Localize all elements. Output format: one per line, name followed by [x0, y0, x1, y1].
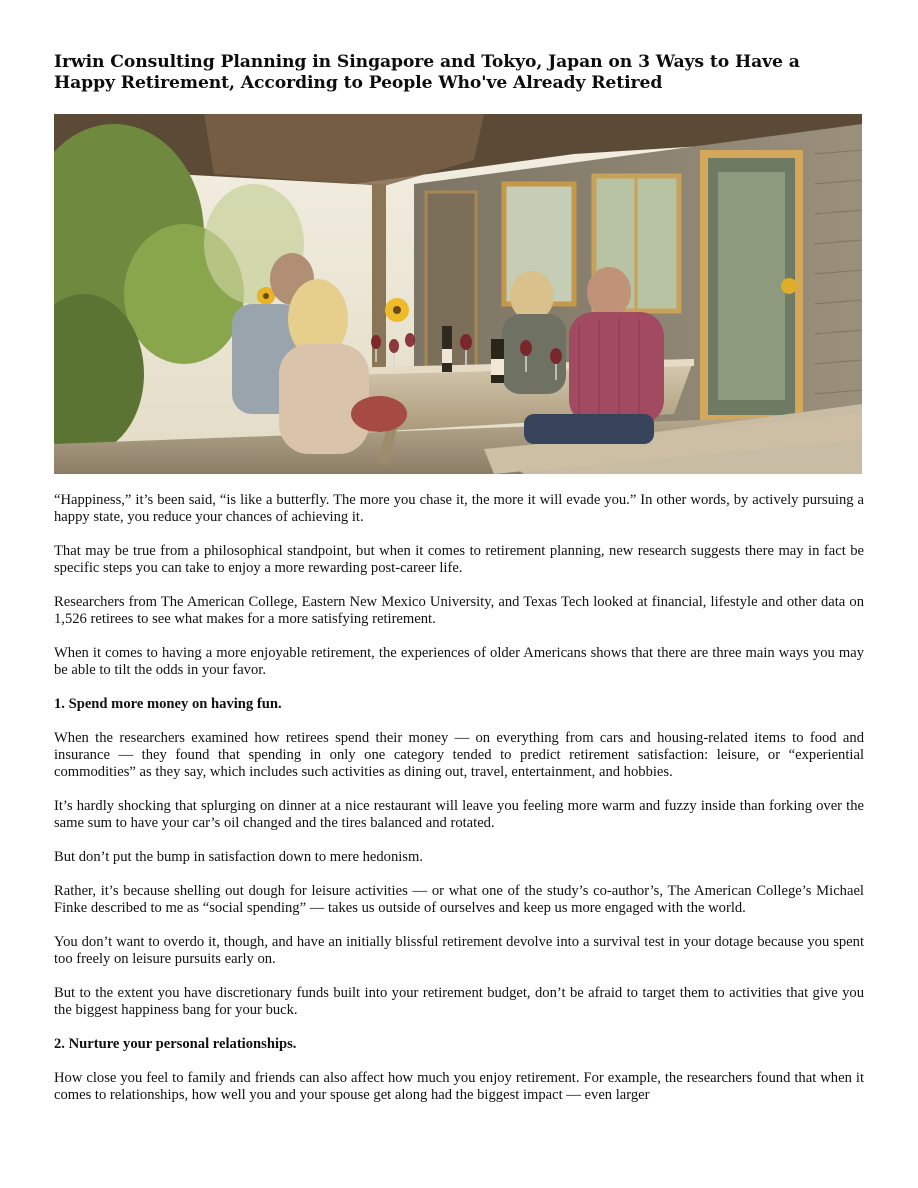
paragraph: That may be true from a philosophical standpoint, but when it comes to retirement planning, new research suggests there may in fact be specific steps you can take to enjoy a more rewarding post-career life.: [54, 543, 864, 576]
article-body: [54, 492, 864, 1104]
section-heading-1: 1. Spend more money on having fun.: [54, 696, 282, 712]
paragraph: When the researchers examined how retirees spend their money — on everything from cars and housing-related items to food and insurance — they found that spending in only one category tended to predict retirement satisfaction: leisure, or “experiential commodities” as they say, which includes such activities as dining out, travel, entertainment, and hobbies.: [54, 730, 864, 780]
porch-dinner-illustration: [54, 114, 862, 474]
section-heading-2: 2. Nurture your personal relationships.: [54, 1036, 297, 1052]
paragraph: “Happiness,” it’s been said, “is like a butterfly. The more you chase it, the more it will evade you.” In other words, by actively pursuing a happy state, you reduce your chances of achieving it.: [54, 492, 864, 525]
paragraph: When it comes to having a more enjoyable retirement, the experiences of older Americans shows that there are three main ways you may be able to tilt the odds in your favor.: [54, 645, 864, 678]
article-title: Irwin Consulting Planning in Singapore and Tokyo, Japan on 3 Ways to Have a Happy Retirement, According to People Who've Already Retired: [54, 52, 800, 93]
paragraph: But don’t put the bump in satisfaction down to mere hedonism.: [54, 849, 423, 865]
paragraph: But to the extent you have discretionary funds built into your retirement budget, don’t be afraid to target them to activities that give you the biggest happiness bang for your buck.: [54, 985, 864, 1018]
article: [54, 52, 864, 1121]
paragraph: Rather, it’s because shelling out dough for leisure activities — or what one of the study’s co-author’s, The American College’s Michael Finke described to me as “social spending” — takes us outside of ourselves and keep us more engaged with the world.: [54, 883, 864, 916]
paragraph: Researchers from The American College, Eastern New Mexico University, and Texas Tech looked at financial, lifestyle and other data on 1,526 retirees to see what makes for a more satisfying retirement.: [54, 594, 864, 627]
paragraph: It’s hardly shocking that splurging on dinner at a nice restaurant will leave you feeling more warm and fuzzy inside than forking over the same sum to have your car’s oil changed and the tires balanced and rotated.: [54, 798, 864, 831]
paragraph: How close you feel to family and friends can also affect how much you enjoy retirement. For example, the researchers found that when it comes to relationships, how well you and your spouse get along had the biggest impact — even larger: [54, 1070, 864, 1103]
paragraph: You don’t want to overdo it, though, and have an initially blissful retirement devolve into a survival test in your dotage because you spent too freely on leisure pursuits early on.: [54, 934, 864, 967]
article-photo: [54, 114, 862, 474]
